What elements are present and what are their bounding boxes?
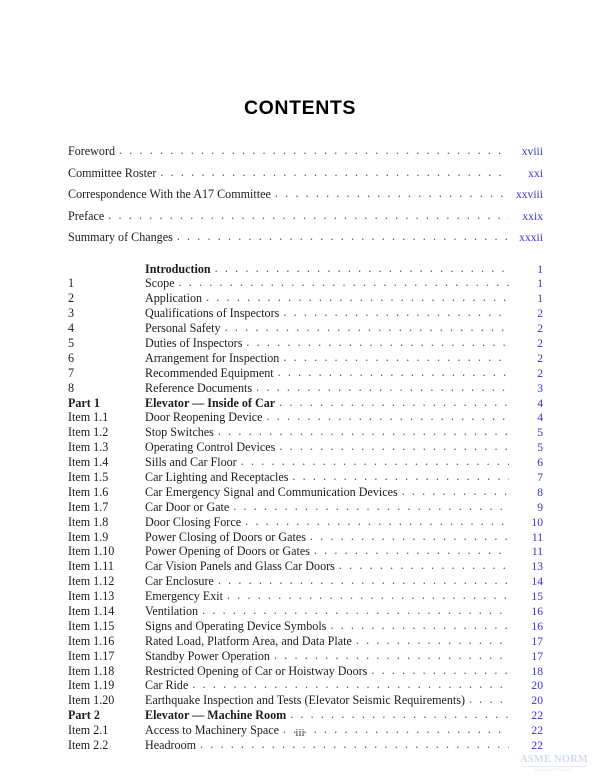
toc-entry-page-number[interactable]: 22 bbox=[531, 724, 543, 738]
dot-leader bbox=[202, 604, 509, 616]
toc-entry-title: Sills and Car Floor bbox=[145, 455, 237, 470]
toc-entry-page-number[interactable]: 11 bbox=[531, 530, 543, 544]
dot-leader bbox=[290, 708, 509, 720]
toc-entry[interactable] bbox=[68, 322, 543, 337]
toc-entry[interactable] bbox=[68, 679, 543, 694]
dot-leader bbox=[469, 693, 509, 705]
toc-entry[interactable] bbox=[68, 635, 543, 650]
toc-entry-page-number[interactable]: 20 bbox=[531, 679, 543, 693]
toc-entry-page-number[interactable]: 1 bbox=[537, 277, 543, 291]
toc-entry-front[interactable] bbox=[68, 231, 543, 253]
toc-entry[interactable] bbox=[68, 605, 543, 620]
toc-entry-title: Preface bbox=[68, 208, 105, 223]
toc-entry[interactable] bbox=[68, 486, 543, 501]
dot-leader bbox=[292, 470, 509, 482]
toc-entry-number: 2 bbox=[68, 292, 75, 305]
toc-entry-title: Summary of Changes bbox=[68, 230, 173, 244]
toc-entry[interactable] bbox=[68, 397, 543, 412]
toc-entry-number: Item 1.9 bbox=[68, 530, 109, 543]
dot-leader bbox=[330, 619, 509, 631]
toc-entry-title: Car Enclosure bbox=[145, 574, 214, 589]
toc-entry-page-number[interactable]: 16 bbox=[531, 619, 543, 633]
toc-entry-page-number[interactable]: xxix bbox=[522, 209, 543, 223]
dot-leader bbox=[206, 291, 509, 303]
toc-entry-page-number[interactable]: 8 bbox=[537, 485, 543, 499]
toc-entry-title: Car Ride bbox=[145, 678, 189, 693]
toc-entry-title: Qualifications of Inspectors bbox=[145, 306, 280, 321]
toc-entry-title: Headroom bbox=[145, 738, 197, 752]
toc-entry-page-number[interactable]: 2 bbox=[537, 351, 543, 365]
toc-entry-number: Item 1.6 bbox=[68, 485, 109, 498]
toc-entry-number: 8 bbox=[68, 381, 75, 394]
dot-leader bbox=[283, 306, 509, 318]
toc-entry-page-number[interactable]: 1 bbox=[537, 292, 543, 306]
toc-entry-page-number[interactable]: 13 bbox=[531, 560, 543, 574]
toc-entry-title: Correspondence With the A17 Committee bbox=[68, 187, 271, 201]
toc-entry-page-number[interactable]: 2 bbox=[537, 322, 543, 336]
toc-entry-page-number[interactable]: 11 bbox=[531, 545, 543, 559]
toc-entry-title: Operating Control Devices bbox=[145, 440, 276, 455]
toc-entry[interactable] bbox=[68, 531, 543, 546]
watermark-sub-text: NORMAS TECNICAS bbox=[534, 768, 574, 772]
toc-entry[interactable] bbox=[68, 560, 543, 575]
dot-leader bbox=[218, 425, 509, 437]
toc-entry-title: Foreword bbox=[68, 144, 116, 158]
toc-entry-title: Recommended Equipment bbox=[145, 365, 274, 380]
toc-entry-number: Item 1.7 bbox=[68, 500, 109, 513]
dot-leader bbox=[371, 664, 509, 676]
toc-entry[interactable] bbox=[68, 620, 543, 635]
toc-entry-title: Emergency Exit bbox=[145, 589, 224, 604]
dot-leader bbox=[241, 455, 509, 467]
toc-entry-title: Ventilation bbox=[145, 603, 199, 618]
toc-entry[interactable] bbox=[68, 575, 543, 590]
dot-leader bbox=[177, 230, 509, 242]
toc-entry-title: Door Closing Force bbox=[145, 514, 242, 529]
toc-entry[interactable] bbox=[68, 739, 543, 754]
toc-entry-page-number[interactable]: 2 bbox=[537, 307, 543, 321]
toc-entry-number: 4 bbox=[68, 322, 75, 335]
watermark-main-text: ASME NORM bbox=[519, 754, 588, 765]
toc-entry-page-number[interactable]: 5 bbox=[537, 441, 543, 455]
toc-entry-title: Standby Power Operation bbox=[145, 648, 270, 663]
toc-entry[interactable] bbox=[68, 382, 543, 397]
toc-entry[interactable] bbox=[68, 411, 543, 426]
toc-entry[interactable] bbox=[68, 501, 543, 516]
toc-entry[interactable] bbox=[68, 650, 543, 665]
toc-entry-number: Item 1.10 bbox=[68, 545, 115, 558]
dot-leader bbox=[233, 500, 509, 512]
toc-entry-number: Part 2 bbox=[68, 709, 100, 722]
toc-entry-front[interactable] bbox=[68, 145, 543, 167]
toc-entry-page-number[interactable]: 18 bbox=[531, 664, 543, 678]
toc-entry-number: Item 1.4 bbox=[68, 456, 109, 469]
toc-entry-title: Reference Documents bbox=[145, 380, 253, 395]
toc-entry-number: 1 bbox=[68, 277, 75, 290]
toc-entry-title: Car Lighting and Receptacles bbox=[145, 469, 289, 484]
toc-entry-page-number[interactable]: 14 bbox=[531, 575, 543, 589]
toc-entry[interactable] bbox=[68, 694, 543, 709]
toc-entry[interactable] bbox=[68, 516, 543, 531]
toc-entry[interactable] bbox=[68, 665, 543, 680]
dot-leader bbox=[119, 144, 509, 156]
toc-entry-title: Car Emergency Signal and Communication Devices bbox=[145, 484, 398, 499]
dot-leader bbox=[283, 351, 509, 363]
toc-entry-number: Item 1.20 bbox=[68, 694, 115, 707]
toc-entry-page-number[interactable]: 15 bbox=[531, 590, 543, 604]
toc-entry-number: 5 bbox=[68, 336, 75, 350]
toc-entry-number: Item 1.16 bbox=[68, 634, 115, 647]
toc-entry-number: Item 1.12 bbox=[68, 575, 115, 588]
toc-entry-number: Item 1.18 bbox=[68, 664, 115, 677]
dot-leader bbox=[402, 485, 509, 497]
toc-entry[interactable] bbox=[68, 441, 543, 456]
toc-entry-page-number[interactable]: 17 bbox=[531, 634, 543, 648]
toc-entry-page-number[interactable]: 10 bbox=[531, 515, 543, 529]
dot-leader bbox=[246, 336, 509, 348]
toc-entry[interactable] bbox=[68, 337, 543, 352]
toc-entry-number: Item 1.2 bbox=[68, 426, 109, 439]
toc-entry-number: 6 bbox=[68, 351, 75, 364]
toc-entry-number: Item 1.14 bbox=[68, 604, 115, 618]
dot-leader bbox=[225, 321, 509, 333]
dot-leader bbox=[279, 396, 509, 408]
dot-leader bbox=[339, 559, 509, 571]
dot-leader bbox=[356, 634, 509, 646]
page-title: CONTENTS bbox=[243, 97, 357, 119]
toc-entry-page-number[interactable]: 7 bbox=[537, 470, 543, 484]
toc-entry-page-number[interactable]: 16 bbox=[531, 604, 543, 618]
toc-entry-number: Item 1.8 bbox=[68, 515, 109, 528]
toc-entry[interactable] bbox=[68, 307, 543, 322]
dot-leader bbox=[108, 209, 509, 221]
toc-entry[interactable] bbox=[68, 367, 543, 382]
dot-leader bbox=[314, 544, 509, 556]
toc-entry-number: Item 2.1 bbox=[68, 724, 109, 737]
toc-entry-page-number[interactable]: 3 bbox=[537, 381, 543, 395]
toc-entry-title: Committee Roster bbox=[68, 165, 157, 180]
toc-entry-number: Item 1.3 bbox=[68, 441, 109, 454]
toc-entry-number: Item 2.2 bbox=[68, 739, 109, 752]
toc-entry-page-number[interactable]: 4 bbox=[537, 396, 543, 410]
dot-leader bbox=[310, 530, 509, 542]
toc-entry-front[interactable] bbox=[68, 167, 543, 189]
toc-entry-page-number[interactable]: 5 bbox=[537, 426, 543, 440]
toc-entry-title: Arrangement for Inspection bbox=[145, 350, 280, 365]
toc-entry-front[interactable] bbox=[68, 188, 543, 210]
table-of-contents bbox=[68, 145, 543, 754]
toc-entry-page-number[interactable]: xxxii bbox=[519, 231, 543, 244]
toc-entry[interactable] bbox=[68, 352, 543, 367]
dot-leader bbox=[278, 366, 509, 378]
toc-entry-page-number[interactable]: 20 bbox=[531, 694, 543, 708]
toc-entry-number: Item 1.1 bbox=[68, 411, 109, 424]
toc-entry-number: Item 1.19 bbox=[68, 679, 115, 692]
toc-entry-page-number[interactable]: 4 bbox=[537, 411, 543, 425]
dot-leader bbox=[192, 678, 509, 690]
toc-entry[interactable] bbox=[68, 471, 543, 486]
toc-entry-title: Elevator — Machine Room bbox=[145, 708, 287, 723]
dot-leader bbox=[200, 738, 509, 750]
toc-entry-title: Elevator — Inside of Car bbox=[145, 395, 276, 410]
page-folio-number: iii bbox=[295, 727, 305, 739]
toc-entry-number: Item 1.11 bbox=[68, 560, 114, 573]
toc-entry[interactable] bbox=[68, 456, 543, 471]
dot-leader bbox=[279, 440, 509, 452]
toc-entry-title: Car Door or Gate bbox=[145, 499, 230, 514]
dot-leader bbox=[275, 187, 509, 199]
dot-leader bbox=[256, 381, 509, 393]
toc-entry-number: Item 1.17 bbox=[68, 649, 115, 662]
toc-entry-title: Door Reopening Device bbox=[145, 410, 263, 425]
toc-entry-page-number[interactable]: 17 bbox=[531, 649, 543, 663]
dot-leader bbox=[227, 589, 509, 601]
toc-entry-title: Power Closing of Doors or Gates bbox=[145, 529, 306, 544]
dot-leader bbox=[215, 262, 509, 274]
dot-leader bbox=[274, 649, 509, 661]
toc-entry-title: Rated Load, Platform Area, and Data Plate bbox=[145, 633, 352, 648]
toc-entry-title: Introduction bbox=[145, 261, 211, 276]
toc-entry-title: Application bbox=[145, 291, 203, 306]
toc-entry-number: Item 1.13 bbox=[68, 590, 115, 603]
toc-entry-number: Item 1.5 bbox=[68, 470, 109, 484]
toc-entry-title: Personal Safety bbox=[145, 321, 221, 336]
dot-leader bbox=[160, 166, 509, 178]
toc-entry[interactable] bbox=[68, 263, 543, 278]
toc-entry-page-number[interactable]: 9 bbox=[537, 500, 543, 514]
toc-entry[interactable] bbox=[68, 709, 543, 724]
toc-body-list bbox=[68, 263, 543, 754]
toc-entry-title: Earthquake Inspection and Tests (Elevator Seismic Requirements) bbox=[145, 693, 465, 708]
toc-entry-page-number[interactable]: 2 bbox=[537, 336, 543, 350]
toc-entry[interactable] bbox=[68, 545, 543, 560]
dot-leader bbox=[245, 515, 509, 527]
toc-entry-page-number[interactable]: xviii bbox=[521, 145, 543, 158]
front-matter-list bbox=[68, 145, 543, 253]
toc-entry-page-number[interactable]: 22 bbox=[531, 709, 543, 723]
toc-entry-title: Stop Switches bbox=[145, 425, 214, 440]
toc-entry-page-number[interactable]: 6 bbox=[537, 456, 543, 470]
toc-entry-page-number[interactable]: 1 bbox=[537, 262, 543, 276]
toc-entry-title: Access to Machinery Space bbox=[145, 723, 279, 738]
toc-entry-front[interactable] bbox=[68, 210, 543, 232]
toc-entry-number: Part 1 bbox=[68, 396, 100, 409]
toc-entry-page-number[interactable]: xxviii bbox=[515, 188, 543, 201]
dot-leader bbox=[267, 410, 509, 422]
toc-entry-number: 7 bbox=[68, 366, 75, 379]
toc-entry-title: Power Opening of Doors or Gates bbox=[145, 544, 310, 559]
toc-entry-page-number[interactable]: 2 bbox=[537, 366, 543, 380]
toc-entry-number: 3 bbox=[68, 307, 75, 320]
toc-entry[interactable] bbox=[68, 426, 543, 441]
dot-leader bbox=[179, 276, 509, 288]
toc-entry-page-number[interactable]: 22 bbox=[531, 739, 543, 752]
toc-entry-title: Signs and Operating Device Symbols bbox=[145, 618, 327, 633]
toc-entry-title: Restricted Opening of Car or Hoistway Doors bbox=[145, 663, 368, 678]
asme-norm-watermark-logo bbox=[516, 754, 592, 772]
toc-entry[interactable] bbox=[68, 590, 543, 605]
dot-leader bbox=[218, 574, 509, 586]
toc-entry-title: Duties of Inspectors bbox=[145, 335, 243, 350]
watermark-divider bbox=[522, 766, 586, 767]
toc-entry[interactable] bbox=[68, 277, 543, 292]
toc-entry-page-number[interactable]: xxi bbox=[528, 166, 543, 180]
toc-entry-title: Scope bbox=[145, 276, 175, 291]
toc-entry-number: Item 1.15 bbox=[68, 619, 115, 632]
toc-entry[interactable] bbox=[68, 292, 543, 307]
toc-entry-title: Car Vision Panels and Glass Car Doors bbox=[145, 559, 335, 574]
